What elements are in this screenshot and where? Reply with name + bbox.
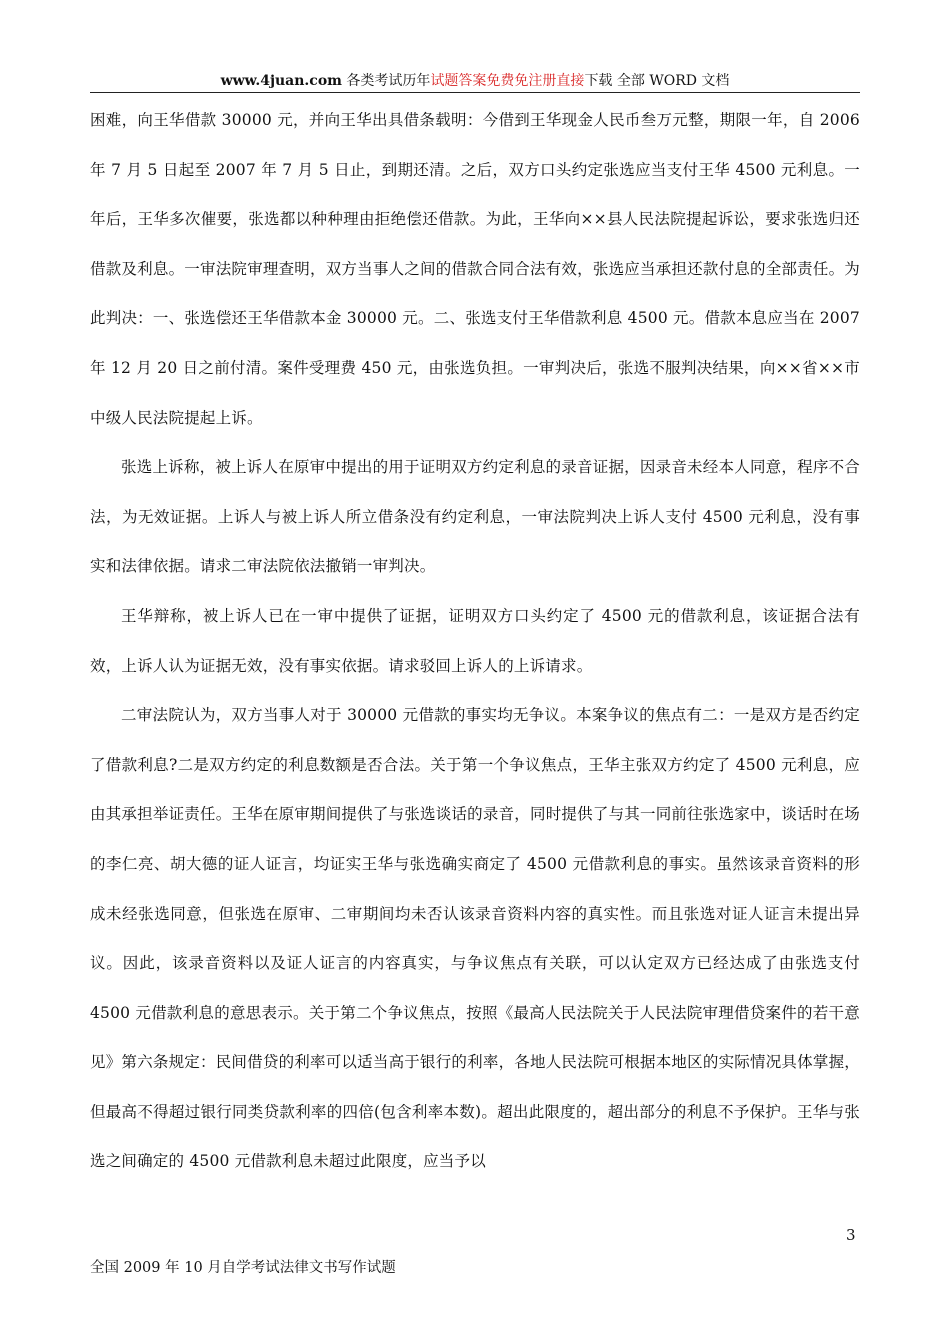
header-site-link[interactable]: www.4juan.com (220, 73, 342, 89)
paragraph-defense: 王华辩称，被上诉人已在一审中提供了证据，证明双方口头约定了 4500 元的借款利息，该证据合法有效，上诉人认为证据无效，没有事实依据。请求驳回上诉人的上诉请求。 (90, 606, 860, 675)
header-text-highlight: 试题答案免费免注册直接 (430, 73, 585, 89)
paragraph-court-opinion: 二审法院认为，双方当事人对于 30000 元借款的事实均无争议。本案争议的焦点有二：一是双方是否约定了借款利息?二是双方约定的利息数额是否合法。关于第一个争议焦点，王华主张双方约定了 4500 元利息，应由其承担举证责任。王华在原审期间提供了与张选谈话的录音，同时提供了与其一同前往张选家中，谈话时在场的李仁亮、胡大德的证人证言，均证实王华与张选确实商定了 4500 元借款利息的事实。虽然该录音资料的形成未经张选同意，但张选在原审、二审期间均未否认该录音资料内容的真实性。而且张选对证人证言未提出异议。因此，该录音资料以及证人证言的内容真实，与争议焦点有关联，可以认定双方已经达成了由张选支付 4500 元借款利息的意思表示。关于第二个争议焦点，按照《最高人民法院关于人民法院审理借贷案件的若干意见》第六条规定：民间借贷的利率可以适当高于银行的利率，各地人民法院可根据本地区的实际情况具体掌握，但最高不得超过银行同类贷款利率的四倍(包含利率本数)。超出此限度的，超出部分的利息不予保护。王华与张选之间确定的 4500 元借款利息未超过此限度，应当予以 (90, 706, 860, 1171)
document-body (90, 96, 860, 1187)
paragraph-case-facts: 困难，向王华借款 30000 元，并向王华出具借条载明：今借到王华现金人民币叁万元整，期限一年，自 2006 年 7 月 5 日起至 2007 年 7 月 5 日止，到期还清。之后，双方口头约定张选应当支付王华 4500 元利息。一年后，王华多次催要，张选都以种种理由拒绝偿还借款。为此，王华向××县人民法院提起诉讼，要求张选归还借款及利息。一审法院审理查明，双方当事人之间的借款合同合法有效，张选应当承担还款付息的全部责任。为此判决：一、张选偿还王华借款本金 30000 元。二、张选支付王华借款利息 4500 元。借款本息应当在 2007 年 12 月 20 日之前付清。案件受理费 450 元，由张选负担。一审判决后，张选不服判决结果，向××省××市中级人民法院提起上诉。 (90, 111, 860, 427)
header-text-after: 下载 全部 WORD 文档 (584, 73, 730, 89)
page-footer: 全国 2009 年 10 月自学考试法律文书写作试题 (90, 1260, 396, 1276)
page-number: 3 (846, 1226, 856, 1244)
header-text-before: 各类考试历年 (341, 73, 431, 89)
page-header (90, 72, 860, 90)
header-divider (90, 92, 860, 93)
paragraph-appeal: 张选上诉称，被上诉人在原审中提出的用于证明双方约定利息的录音证据，因录音未经本人同意，程序不合法，为无效证据。上诉人与被上诉人所立借条没有约定利息，一审法院判决上诉人支付 4500 元利息，没有事实和法律依据。请求二审法院依法撤销一审判决。 (90, 458, 860, 576)
